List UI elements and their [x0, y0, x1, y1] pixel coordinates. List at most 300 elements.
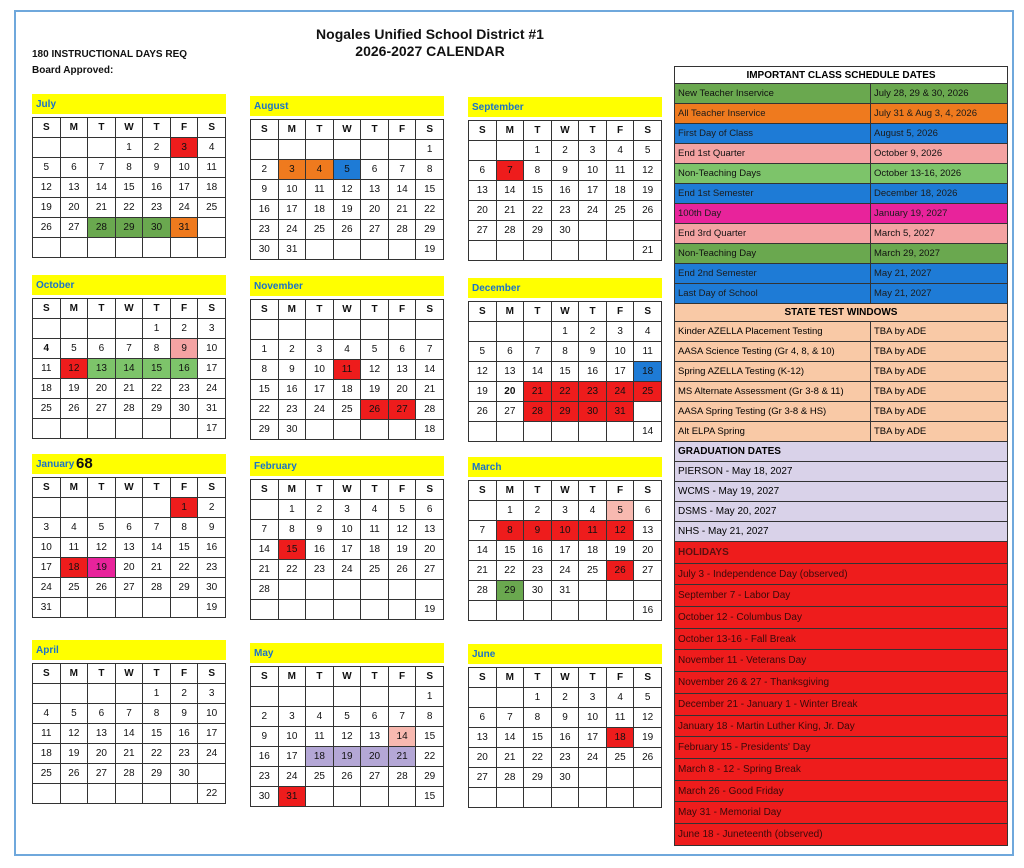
empty-cell	[579, 768, 607, 788]
schedule-label: New Teacher Inservice	[675, 84, 871, 103]
day-cell: 30	[251, 787, 279, 807]
weekday-header: S	[251, 667, 279, 687]
day-cell: 29	[143, 399, 171, 419]
empty-cell	[143, 784, 171, 804]
day-cell: 6	[469, 708, 497, 728]
day-cell: 17	[606, 362, 634, 382]
day-cell: 18	[606, 728, 634, 748]
day-cell: 4	[60, 518, 88, 538]
day-cell: 19	[469, 382, 497, 402]
day-cell: 30	[143, 218, 171, 238]
weekday-header: F	[170, 664, 198, 684]
empty-cell	[416, 580, 444, 600]
day-cell: 16	[251, 200, 279, 220]
month-april	[32, 640, 226, 804]
day-cell: 24	[170, 198, 198, 218]
empty-cell	[361, 580, 389, 600]
day-cell: 14	[496, 181, 524, 201]
empty-cell	[524, 241, 552, 261]
state-test-date: TBA by ADE	[874, 406, 927, 417]
day-cell: 15	[416, 180, 444, 200]
day-cell: 14	[388, 180, 416, 200]
empty-cell	[60, 319, 88, 339]
day-cell: 11	[361, 520, 389, 540]
day-cell: 26	[60, 399, 88, 419]
day-cell: 15	[416, 727, 444, 747]
day-cell: 10	[170, 158, 198, 178]
empty-cell	[361, 787, 389, 807]
empty-cell	[469, 241, 497, 261]
day-cell: 2	[524, 501, 552, 521]
holiday-row: December 21 - January 1 - Winter Break	[674, 694, 1008, 716]
day-cell: 25	[606, 201, 634, 221]
state-test-date: TBA by ADE	[874, 426, 927, 437]
schedule-row	[674, 124, 1008, 144]
weekday-header: S	[251, 300, 279, 320]
empty-cell	[33, 784, 61, 804]
day-cell: 1	[251, 340, 279, 360]
day-cell: 19	[333, 747, 361, 767]
empty-cell	[469, 601, 497, 621]
day-cell: 9	[251, 180, 279, 200]
empty-cell	[333, 420, 361, 440]
day-cell: 17	[278, 200, 306, 220]
state-test-label: Kinder AZELLA Placement Testing	[675, 322, 871, 341]
day-cell: 24	[551, 561, 579, 581]
calendar-table	[468, 667, 662, 808]
day-cell: 1	[416, 687, 444, 707]
day-cell: 2	[143, 138, 171, 158]
day-cell: 22	[551, 382, 579, 402]
month-name	[468, 457, 662, 477]
day-cell: 22	[496, 561, 524, 581]
day-cell: 1	[524, 141, 552, 161]
day-cell: 22	[416, 747, 444, 767]
day-cell: 22	[524, 748, 552, 768]
state-test-row	[674, 362, 1008, 382]
empty-cell	[251, 320, 279, 340]
weekday-header: S	[634, 121, 662, 141]
day-cell: 22	[524, 201, 552, 221]
day-cell: 10	[551, 521, 579, 541]
empty-cell	[496, 241, 524, 261]
day-cell: 29	[524, 221, 552, 241]
empty-cell	[170, 784, 198, 804]
day-cell: 9	[306, 520, 334, 540]
schedule-row	[674, 104, 1008, 124]
day-cell: 30	[278, 420, 306, 440]
day-cell: 18	[579, 541, 607, 561]
empty-cell	[278, 140, 306, 160]
day-cell: 14	[524, 362, 552, 382]
empty-cell	[333, 240, 361, 260]
weekday-header: T	[361, 120, 389, 140]
weekday-header: S	[469, 481, 497, 501]
day-cell: 19	[60, 744, 88, 764]
weekday-header: F	[388, 300, 416, 320]
empty-cell	[606, 221, 634, 241]
day-cell: 27	[361, 767, 389, 787]
day-cell: 14	[469, 541, 497, 561]
calendar-table	[250, 299, 444, 440]
empty-cell	[579, 601, 607, 621]
day-cell: 10	[579, 161, 607, 181]
holiday-row: October 12 - Columbus Day	[674, 607, 1008, 629]
calendar-table	[32, 477, 226, 618]
day-cell: 21	[143, 558, 171, 578]
holiday-row: September 7 - Labor Day	[674, 585, 1008, 607]
empty-cell	[333, 140, 361, 160]
empty-cell	[306, 320, 334, 340]
day-cell: 10	[198, 704, 226, 724]
day-cell: 8	[524, 161, 552, 181]
holiday-row: March 8 - 12 - Spring Break	[674, 759, 1008, 781]
schedule-row	[674, 264, 1008, 284]
day-cell: 27	[634, 561, 662, 581]
empty-cell	[634, 221, 662, 241]
schedule-row	[674, 224, 1008, 244]
day-cell: 14	[496, 728, 524, 748]
day-cell: 20	[469, 201, 497, 221]
month-name	[468, 278, 662, 298]
day-cell: 28	[416, 400, 444, 420]
day-cell: 3	[278, 707, 306, 727]
empty-cell	[115, 419, 143, 439]
holiday-row: October 13-16 - Fall Break	[674, 629, 1008, 651]
day-cell: 5	[361, 340, 389, 360]
day-cell: 13	[88, 724, 116, 744]
day-cell: 7	[524, 342, 552, 362]
day-cell: 7	[251, 520, 279, 540]
weekday-header: T	[524, 302, 552, 322]
weekday-header: F	[170, 299, 198, 319]
day-cell: 27	[496, 402, 524, 422]
month-september	[468, 97, 662, 261]
day-cell: 8	[115, 158, 143, 178]
empty-cell	[60, 419, 88, 439]
day-cell: 23	[143, 198, 171, 218]
holiday-row: June 18 - Juneteenth (observed)	[674, 824, 1008, 846]
day-cell: 1	[115, 138, 143, 158]
schedule-label: End 1st Semester	[675, 184, 871, 203]
schedule-header: IMPORTANT CLASS SCHEDULE DATES	[674, 66, 1008, 84]
day-cell: 12	[361, 360, 389, 380]
weekday-header: S	[198, 478, 226, 498]
day-cell: 11	[33, 724, 61, 744]
day-cell: 19	[634, 728, 662, 748]
day-cell: 13	[496, 362, 524, 382]
day-cell: 14	[388, 727, 416, 747]
month-label: August	[254, 101, 289, 112]
day-cell: 15	[524, 181, 552, 201]
graduation-header: GRADUATION DATES	[674, 442, 1008, 462]
calendar-year-title: 2026-2027 CALENDAR	[355, 43, 505, 59]
weekday-header: S	[198, 664, 226, 684]
empty-cell	[361, 687, 389, 707]
day-cell: 1	[143, 684, 171, 704]
empty-cell	[333, 687, 361, 707]
day-cell: 5	[33, 158, 61, 178]
empty-cell	[634, 581, 662, 601]
day-cell: 2	[251, 707, 279, 727]
day-cell: 13	[469, 181, 497, 201]
day-cell: 21	[469, 561, 497, 581]
day-cell: 7	[496, 708, 524, 728]
empty-cell	[496, 688, 524, 708]
day-cell: 11	[606, 161, 634, 181]
day-cell: 15	[496, 541, 524, 561]
day-cell: 3	[170, 138, 198, 158]
day-cell: 27	[60, 218, 88, 238]
day-cell: 14	[143, 538, 171, 558]
day-cell: 20	[388, 380, 416, 400]
schedule-row	[674, 184, 1008, 204]
state-test-date: TBA by ADE	[874, 386, 927, 397]
month-october	[32, 275, 226, 439]
day-cell: 21	[634, 241, 662, 261]
day-cell: 4	[33, 339, 61, 359]
day-cell: 15	[551, 362, 579, 382]
day-cell: 6	[416, 500, 444, 520]
weekday-header: T	[88, 664, 116, 684]
day-cell: 1	[170, 498, 198, 518]
day-cell: 22	[143, 744, 171, 764]
day-cell: 8	[416, 707, 444, 727]
day-cell: 6	[469, 161, 497, 181]
day-cell: 21	[496, 201, 524, 221]
month-name	[468, 97, 662, 117]
day-cell: 15	[115, 178, 143, 198]
day-cell: 20	[88, 744, 116, 764]
weekday-header: T	[143, 299, 171, 319]
day-cell: 24	[306, 400, 334, 420]
day-cell: 14	[115, 724, 143, 744]
day-cell: 12	[333, 180, 361, 200]
day-cell: 14	[115, 359, 143, 379]
empty-cell	[278, 600, 306, 620]
day-cell: 7	[115, 339, 143, 359]
month-label: February	[254, 461, 297, 472]
empty-cell	[88, 419, 116, 439]
day-cell: 19	[60, 379, 88, 399]
day-cell: 26	[88, 578, 116, 598]
day-cell: 12	[634, 708, 662, 728]
weekday-header: T	[88, 118, 116, 138]
day-cell: 29	[115, 218, 143, 238]
month-june	[468, 644, 662, 808]
weekday-header: W	[333, 120, 361, 140]
day-cell: 21	[115, 744, 143, 764]
day-cell: 28	[496, 221, 524, 241]
day-cell: 5	[333, 707, 361, 727]
day-cell: 21	[388, 747, 416, 767]
day-cell: 5	[333, 160, 361, 180]
weekday-header: M	[60, 664, 88, 684]
schedule-label: End 3rd Quarter	[675, 224, 871, 243]
empty-cell	[496, 788, 524, 808]
empty-cell	[115, 238, 143, 258]
day-cell: 20	[634, 541, 662, 561]
weekday-header: T	[361, 300, 389, 320]
calendar-table	[468, 301, 662, 442]
weekday-header: S	[33, 118, 61, 138]
empty-cell	[469, 422, 497, 442]
day-cell: 27	[115, 578, 143, 598]
state-test-date: TBA by ADE	[874, 326, 927, 337]
day-cell: 31	[551, 581, 579, 601]
day-cell: 28	[524, 402, 552, 422]
month-august	[250, 96, 444, 260]
weekday-header: W	[333, 480, 361, 500]
day-cell: 6	[361, 160, 389, 180]
empty-cell	[306, 140, 334, 160]
day-cell: 31	[278, 787, 306, 807]
day-cell: 23	[251, 767, 279, 787]
schedule-row	[674, 84, 1008, 104]
month-may	[250, 643, 444, 807]
day-cell: 29	[416, 220, 444, 240]
day-cell: 6	[388, 340, 416, 360]
empty-cell	[579, 788, 607, 808]
day-cell: 11	[606, 708, 634, 728]
day-cell: 12	[33, 178, 61, 198]
day-cell: 2	[306, 500, 334, 520]
day-cell: 26	[60, 764, 88, 784]
holiday-row: May 31 - Memorial Day	[674, 802, 1008, 824]
holidays-header: HOLIDAYS	[674, 542, 1008, 564]
day-cell: 19	[634, 181, 662, 201]
month-november	[250, 276, 444, 440]
day-cell: 19	[416, 240, 444, 260]
schedule-date: July 31 & Aug 3, 4, 2026	[874, 108, 977, 119]
day-cell: 17	[551, 541, 579, 561]
empty-cell	[33, 319, 61, 339]
district-title: Nogales Unified School District #1	[316, 26, 544, 42]
empty-cell	[524, 788, 552, 808]
empty-cell	[33, 138, 61, 158]
day-cell: 3	[198, 319, 226, 339]
day-cell: 5	[634, 141, 662, 161]
day-cell: 26	[469, 402, 497, 422]
day-cell: 1	[496, 501, 524, 521]
empty-cell	[33, 238, 61, 258]
day-cell: 18	[306, 200, 334, 220]
day-cell: 25	[634, 382, 662, 402]
month-name	[250, 456, 444, 476]
day-cell: 24	[333, 560, 361, 580]
state-test-row	[674, 402, 1008, 422]
weekday-header: W	[115, 478, 143, 498]
weekday-header: F	[388, 120, 416, 140]
day-cell: 17	[579, 181, 607, 201]
state-test-label: Alt ELPA Spring	[675, 422, 871, 441]
month-name	[250, 643, 444, 663]
day-cell: 2	[551, 141, 579, 161]
day-cell: 19	[333, 200, 361, 220]
weekday-header: T	[306, 480, 334, 500]
day-cell: 16	[170, 724, 198, 744]
empty-cell	[198, 218, 226, 238]
day-cell: 15	[524, 728, 552, 748]
day-cell: 17	[198, 724, 226, 744]
day-cell: 10	[606, 342, 634, 362]
day-cell: 9	[170, 704, 198, 724]
weekday-header: M	[496, 668, 524, 688]
weekday-header: M	[60, 118, 88, 138]
day-cell: 27	[416, 560, 444, 580]
empty-cell	[115, 784, 143, 804]
state-test-label: MS Alternate Assessment (Gr 3-8 & 11)	[675, 382, 871, 401]
day-cell: 6	[361, 707, 389, 727]
day-cell: 15	[251, 380, 279, 400]
calendar-table	[32, 117, 226, 258]
day-cell: 22	[143, 379, 171, 399]
day-cell: 28	[115, 399, 143, 419]
empty-cell	[306, 787, 334, 807]
handwritten-mark: 68	[76, 455, 93, 472]
schedule-label: Non-Teaching Days	[675, 164, 871, 183]
empty-cell	[496, 422, 524, 442]
day-cell: 16	[170, 359, 198, 379]
day-cell: 16	[524, 541, 552, 561]
holiday-row: November 26 & 27 - Thanksgiving	[674, 672, 1008, 694]
day-cell: 5	[469, 342, 497, 362]
day-cell: 26	[333, 220, 361, 240]
day-cell: 30	[551, 221, 579, 241]
weekday-header: M	[278, 480, 306, 500]
day-cell: 22	[170, 558, 198, 578]
empty-cell	[306, 600, 334, 620]
month-label: March	[472, 462, 502, 473]
empty-cell	[469, 501, 497, 521]
empty-cell	[388, 420, 416, 440]
empty-cell	[388, 787, 416, 807]
day-cell: 30	[551, 768, 579, 788]
empty-cell	[606, 768, 634, 788]
day-cell: 4	[606, 688, 634, 708]
weekday-header: W	[115, 664, 143, 684]
day-cell: 26	[634, 748, 662, 768]
weekday-header: F	[606, 121, 634, 141]
day-cell: 27	[388, 400, 416, 420]
day-cell: 21	[416, 380, 444, 400]
day-cell: 6	[496, 342, 524, 362]
day-cell: 18	[198, 178, 226, 198]
empty-cell	[198, 238, 226, 258]
day-cell: 15	[170, 538, 198, 558]
day-cell: 14	[416, 360, 444, 380]
day-cell: 1	[524, 688, 552, 708]
day-cell: 29	[496, 581, 524, 601]
empty-cell	[278, 687, 306, 707]
weekday-header: F	[606, 481, 634, 501]
day-cell: 5	[634, 688, 662, 708]
empty-cell	[388, 140, 416, 160]
day-cell: 8	[551, 342, 579, 362]
day-cell: 15	[143, 359, 171, 379]
empty-cell	[496, 601, 524, 621]
day-cell: 13	[388, 360, 416, 380]
calendar-table	[468, 480, 662, 621]
weekday-header: W	[333, 300, 361, 320]
month-label: January	[36, 459, 75, 470]
day-cell: 10	[278, 180, 306, 200]
day-cell: 27	[469, 221, 497, 241]
day-cell: 18	[361, 540, 389, 560]
day-cell: 29	[524, 768, 552, 788]
day-cell: 24	[278, 220, 306, 240]
month-name	[250, 276, 444, 296]
